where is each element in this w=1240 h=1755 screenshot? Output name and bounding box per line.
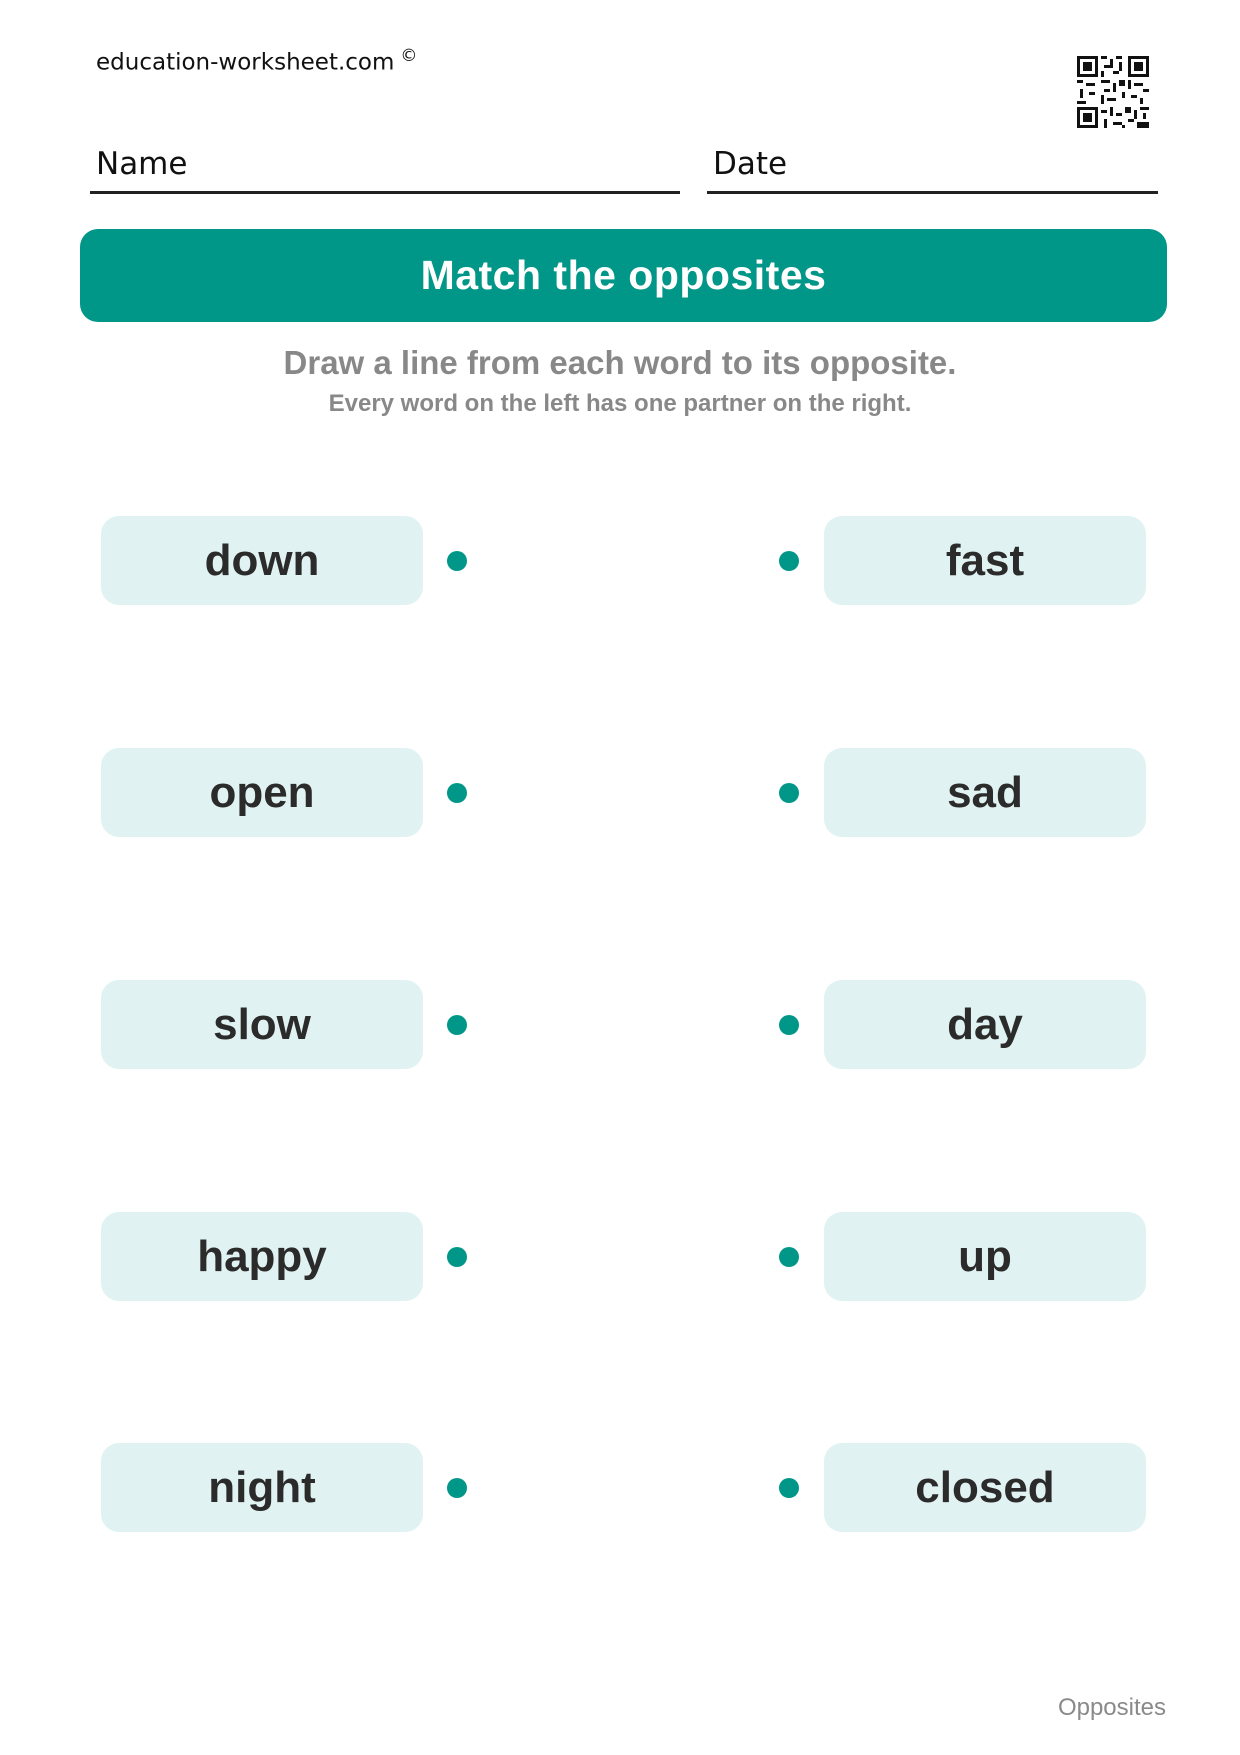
left-word-4: happy	[101, 1212, 423, 1301]
left-dot-5[interactable]	[447, 1478, 467, 1498]
left-dot-3[interactable]	[447, 1015, 467, 1035]
instruction-main: Draw a line from each word to its opposite.	[283, 344, 957, 381]
qr-code-icon	[1077, 56, 1149, 128]
name-field[interactable]	[90, 140, 680, 194]
name-label: Name	[96, 146, 188, 182]
date-label: Date	[713, 146, 788, 182]
left-dot-2[interactable]	[447, 783, 467, 803]
right-word-1: fast	[824, 516, 1146, 605]
right-word-4: up	[824, 1212, 1146, 1301]
site-name	[96, 46, 417, 76]
left-dot-4[interactable]	[447, 1247, 467, 1267]
right-dot-4[interactable]	[779, 1247, 799, 1267]
worksheet-title: Match the opposites	[420, 252, 827, 298]
footer-label: Opposites	[1057, 1694, 1166, 1721]
right-dot-2[interactable]	[779, 783, 799, 803]
left-word-2: open	[101, 748, 423, 837]
left-word-5: night	[101, 1443, 423, 1532]
left-word-1: down	[101, 516, 423, 605]
left-dot-1[interactable]	[447, 551, 467, 571]
right-dot-5[interactable]	[779, 1478, 799, 1498]
right-dot-3[interactable]	[779, 1015, 799, 1035]
site-url: education-worksheet.com	[96, 49, 395, 76]
copyright-symbol: ©	[400, 46, 418, 66]
date-field[interactable]	[707, 140, 1158, 194]
right-dot-1[interactable]	[779, 551, 799, 571]
right-word-2: sad	[824, 748, 1146, 837]
left-word-3: slow	[101, 980, 423, 1069]
right-word-3: day	[824, 980, 1146, 1069]
title-banner	[80, 229, 1167, 322]
right-word-5: closed	[824, 1443, 1146, 1532]
instruction-sub: Every word on the left has one partner on the right.	[328, 390, 912, 417]
